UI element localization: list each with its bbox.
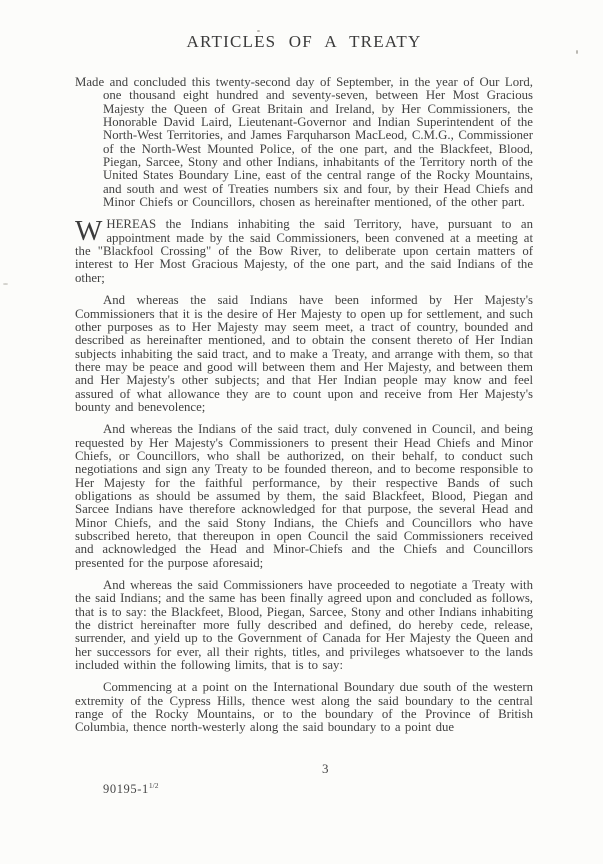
whereas-convened-text: HEREAS the Indians inhabiting the said Territory, have, pursuant to an appointment made by the said Commissioners, been convened at a meeting at the "Blackfool Crossing" of the Bow River, to deliberate upon certain matters of interest to Her Most Gracious Majesty, of the one part, and the said Indians of the other; — [75, 217, 533, 285]
dropcap-initial: W — [75, 215, 103, 248]
scan-speck — [576, 50, 578, 54]
page-number: 3 — [322, 761, 329, 776]
whereas-convened-paragraph — [75, 215, 533, 285]
text-block — [75, 32, 533, 744]
boundary-description-paragraph: Commencing at a point on the International Boundary due south of the western extremity of the Cypress Hills, thence west along the said boundary to the central range of the Rocky Mountains, or to the boundary of the Province of British Columbia, thence north-westerly along the said boundary to a point due — [75, 680, 533, 735]
preamble-paragraph: Made and concluded this twenty-second day of September, in the year of Our Lord, one thousand eight hundred and seventy-seven, between Her Most Gracious Majesty the Queen of Great Britain and Ireland, by Her Commissioners, the Honorable David Laird, Lieutenant-Governor and Indian Superintendent of the North-West Territories, and James Farquharson MacLeod, C.M.G., Commissioner of the North-West Mounted Police, of the one part, and the Blackfeet, Blood, Piegan, Sarcee, Stony and other Indians, inhabitants of the Territory north of the United States Boundary Line, east of the central range of the Rocky Mountains, and south and west of Treaties numbers six and four, by their Head Chiefs and Minor Chiefs or Councillors, chosen as hereinafter mentioned, of the other part. — [75, 75, 533, 210]
footer-print-code — [103, 781, 158, 797]
whereas-settlement-paragraph: And whereas the said Indians have been informed by Her Majesty's Commissioners that it is the desire of Her Majesty to open up for settlement, and such other purposes as to Her Majesty may seem meet, a tract of country, bounded and described as hereinafter mentioned, and to obtain the consent thereto of Her Indian subjects inhabiting the said tract, and to make a Treaty, and arrange with them, so that there may be peace and good will between them and Her Majesty, and between them and Her Majesty's other subjects; and that Her Indian people may know and feel assured of what allowance they are to count upon and receive from Her Majesty's bounty and benevolence; — [75, 293, 533, 414]
footer-code-text: 90195-1 — [103, 782, 149, 796]
page-title: ARTICLES OF A TREATY — [186, 32, 422, 51]
scan-speck — [3, 283, 8, 285]
footer-code-superscript: 1/2 — [148, 781, 159, 790]
whereas-negotiate-paragraph: And whereas the said Commissioners have proceeded to negotiate a Treaty with the said Indians; and the same has been finally agreed upon and concluded as follows, that is to say: the Blackfeet, Blood, Piegan, Sarcee, Stony and other Indians inhabiting the district hereinafter more fully described and defined, do hereby cede, release, surrender, and yield up to the Government of Canada for Her Majesty the Queen and her successors for ever, all their rights, titles, and privileges whatsoever to the lands included within the following limits, that is to say: — [75, 578, 533, 673]
whereas-council-paragraph: And whereas the Indians of the said tract, duly convened in Council, and being requested by Her Majesty's Commissioners to present their Head Chiefs and Minor Chiefs, or Councillors, who shall be authorized, on their behalf, to conduct such negotiations and sign any Treaty to be founded thereon, and to become responsible to Her Majesty for the faithful performance, by their respective Bands of such obligations as should be assumed by them, the said Blackfeet, Blood, Piegan and Sarcee Indians have therefore acknowledged for that purpose, the several Head and Minor Chiefs, and the said Stony Indians, the Chiefs and Councillors who have subscribed hereto, that thereupon in open Council the said Commissioners received and acknowledged the Head and Minor-Chiefs and the Chiefs and Councillors presented for the purpose aforesaid; — [75, 422, 533, 570]
